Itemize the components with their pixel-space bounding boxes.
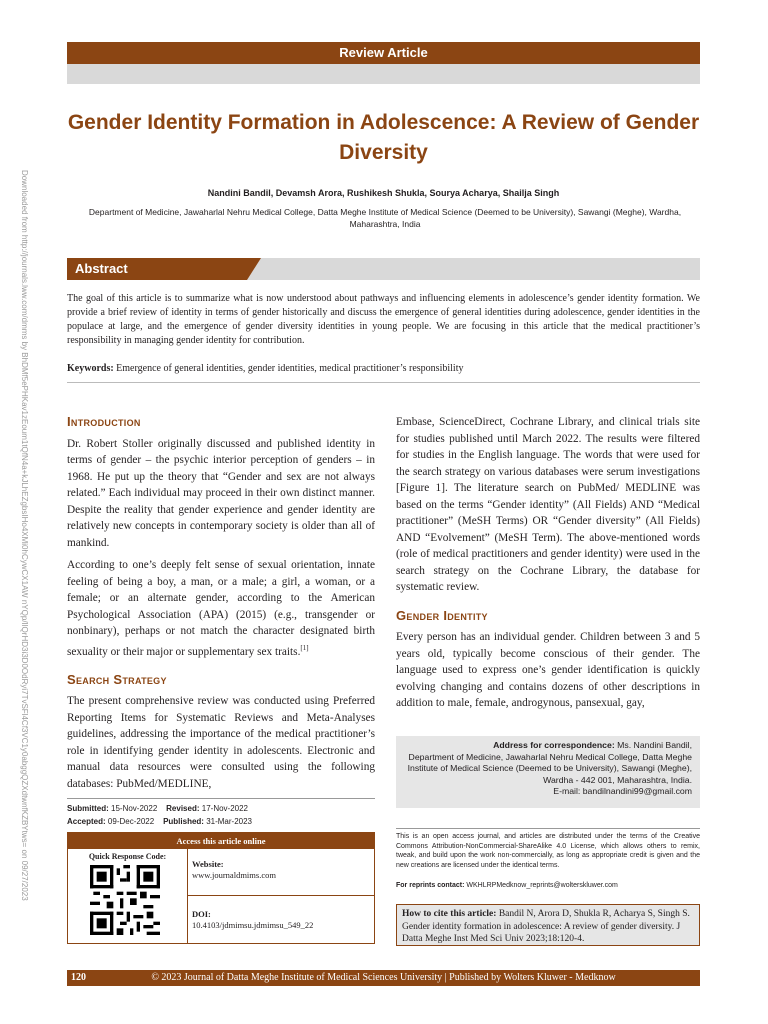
col2-paragraph-1: Embase, ScienceDirect, Cochrane Library, and clinical trials site for studies published until March 2022. The results were filtered for studies in the English language. The words that were used for the search strategy on various databases were serum investigations [Figure 1]. The literature search on PubMed/ MEDLINE was based on the terms “Gender identity” (All Fields) AND “Medical practitioner” (MeSH Terms) OR “Gender diversity” (All Fields) AND “Evolvement” (MeSH Term). The above-mentioned words (role of medical practitioners and gender identity) were used in the search strategy on the Cochrane Library, the database for systematic review. <box>396 416 700 593</box>
article-type-bar: Review Article <box>67 42 700 64</box>
abstract-heading: Abstract <box>67 258 247 280</box>
correspondence-line-1: Department of Medicine, Jawaharlal Nehru Medical College, Datta Meghe <box>408 751 692 762</box>
revised-label: Revised: <box>166 804 200 813</box>
download-watermark <box>6 170 36 901</box>
website-label: Website: <box>192 859 224 869</box>
footer-text: © 2023 Journal of Datta Meghe Institute of Medical Sciences University | Published by Wolters Kluwer - Medknow <box>151 972 616 983</box>
access-divider <box>188 895 374 896</box>
doi-label: DOI: <box>192 909 211 919</box>
section-heading-gender-identity: Gender Identity <box>396 607 488 623</box>
website-block <box>192 859 276 881</box>
cite-label: How to cite this article: <box>402 909 497 919</box>
submitted-label: Submitted: <box>67 804 109 813</box>
reprints-contact <box>396 882 700 889</box>
affiliation: Department of Medicine, Jawaharlal Nehru Medical College, Datta Meghe Institute of Medical Science (Deemed to be University), Sawangi (Meghe), Wardha, Maharashtra, India <box>88 207 682 229</box>
correspondence-box <box>396 736 700 808</box>
reprints-label: For reprints contact: <box>396 882 465 889</box>
correspondence-label: Address for correspondence: <box>493 740 615 750</box>
correspondence-name: Ms. Nandini Bandil, <box>617 740 692 750</box>
header-grey-bar <box>67 64 700 84</box>
license-text: This is an open access journal, and articles are distributed under the terms of the Creative Commons Attribution-NonCommercial-ShareAlike 4.0 License, which allows others to remix, tweak, and build upon the work non-commercially, as long as appropriate credit is given and the new creations are licensed under the identical terms. <box>396 828 700 870</box>
accepted-label: Accepted: <box>67 817 106 826</box>
page-footer <box>67 970 700 986</box>
correspondence-email[interactable]: E-mail: bandilnandini99@gmail.com <box>553 786 692 796</box>
correspondence-line-3: Wardha - 442 001, Maharashtra, India. <box>543 774 692 785</box>
website-link[interactable]: www.journaldmims.com <box>192 870 276 880</box>
qr-panel <box>68 849 188 944</box>
keywords <box>67 362 700 376</box>
article-title: Gender Identity Formation in Adolescence: A Review of Gender Diversity <box>67 111 700 164</box>
doi-link[interactable]: 10.4103/jdmimsu.jdmimsu_549_22 <box>192 920 314 930</box>
section-heading-introduction: Introduction <box>67 414 141 429</box>
citation-box <box>396 904 700 946</box>
citation-ref[interactable]: [1] <box>300 643 309 652</box>
doi-block <box>192 909 313 931</box>
author-list: Nandini Bandil, Devamsh Arora, Rushikesh Shukla, Sourya Acharya, Shailja Singh <box>207 188 560 198</box>
gender-paragraph-1: Every person has an individual gender. Children between 3 and 5 years old, typically become conscious of their gender. The language used to express one’s gender identification is quickly evolving changing and contains dozens of other descriptions in addition to male, female, androgynous, pansexual, gay, <box>396 631 700 709</box>
qr-code-icon[interactable] <box>90 865 160 935</box>
keywords-value: Emergence of general identities, gender identities, medical practitioner’s responsibility <box>116 363 464 374</box>
divider <box>67 382 700 383</box>
revised-date: 17-Nov-2022 <box>201 804 248 813</box>
page-number: 120 <box>71 972 86 983</box>
section-heading-search-strategy: Search Strategy <box>67 671 167 687</box>
accepted-date: 09-Dec-2022 <box>107 817 155 826</box>
article-dates <box>67 798 375 828</box>
correspondence-line-2: Institute of Medical Science (Deemed to be University), Sawangi (Meghe), <box>407 763 692 773</box>
cite-text: Bandil N, Arora D, Shukla R, Acharya S, Singh S. Gender identity formation in adolescence: A review of gender diversity. J Datta Meghe Inst Med Sci Univ 2023;18:120-4. <box>402 909 690 944</box>
right-column <box>396 414 700 718</box>
published-date: 31-Mar-2023 <box>206 817 252 826</box>
reprints-email[interactable]: WKHLRPMedknow_reprints@wolterskluwer.com <box>466 882 618 889</box>
intro-paragraph-1: Dr. Robert Stoller originally discussed and published identity in terms of gender – the psychic interior perception of genders – in 1968. He put up the theory that “Gender and sex are not always related.” Each individual may proceed in their own distinct manner. Despite the reality that gender experience and gender identity are relatively new concepts in contemporary society is older than all of mankind. <box>67 437 375 549</box>
abstract-text: The goal of this article is to summarize what is now understood about pathways and influencing elements in adolescence’s gender identity formation. We provide a brief review of identity in terms of gender historically and discuss the emergence of general identities during adolescence, gender identities in the populace at large, and the emergence of gender diversity identities in young people. We are focusing in this article that the medical practitioner’s responsibility in managing gender identity for contribution. <box>67 293 700 346</box>
qr-label: Quick Response Code: <box>88 852 167 861</box>
published-label: Published: <box>163 817 204 826</box>
submitted-date: 15-Nov-2022 <box>111 804 158 813</box>
search-paragraph-1: The present comprehensive review was conducted using Preferred Reporting Items for Systematic Reviews and Meta-Analyses guidelines, addressing the importance of the medical practitioner’s role in identifying gender identity in adolescents. Electronic and manual data resources were consulted using the following databases: PubMed/MEDLINE, <box>67 695 375 790</box>
access-heading: Access this article online <box>68 833 374 849</box>
access-online-box <box>67 832 375 944</box>
intro-paragraph-2-text: According to one’s deeply felt sense of sexual orientation, innate feeling of being a boy, a man, or a male; a girl, a woman, or a female; or an alternate gender, according to the American Psychological Association (APA) (2015) (e.g., transgender or nonbinary), perhaps or not match the character designated birth sexuality or their major or supplementary sex traits. <box>67 559 375 658</box>
left-column <box>67 414 375 798</box>
download-note: Downloaded from http://journals.lww.com/dmms by BhDMf5ePHKav1zEoum1tQfN4a+kJLhEZgbsIHo4XMi0hCywCX1AW nYQp/IlQrHD3i3D0OdRyi7TvSFl4Cf3VC1y0abggQZXdtwnfKZBYtws= on 09/27/2023 <box>20 170 29 901</box>
keywords-label: Keywords: <box>67 363 114 374</box>
intro-paragraph-2 <box>67 557 375 660</box>
